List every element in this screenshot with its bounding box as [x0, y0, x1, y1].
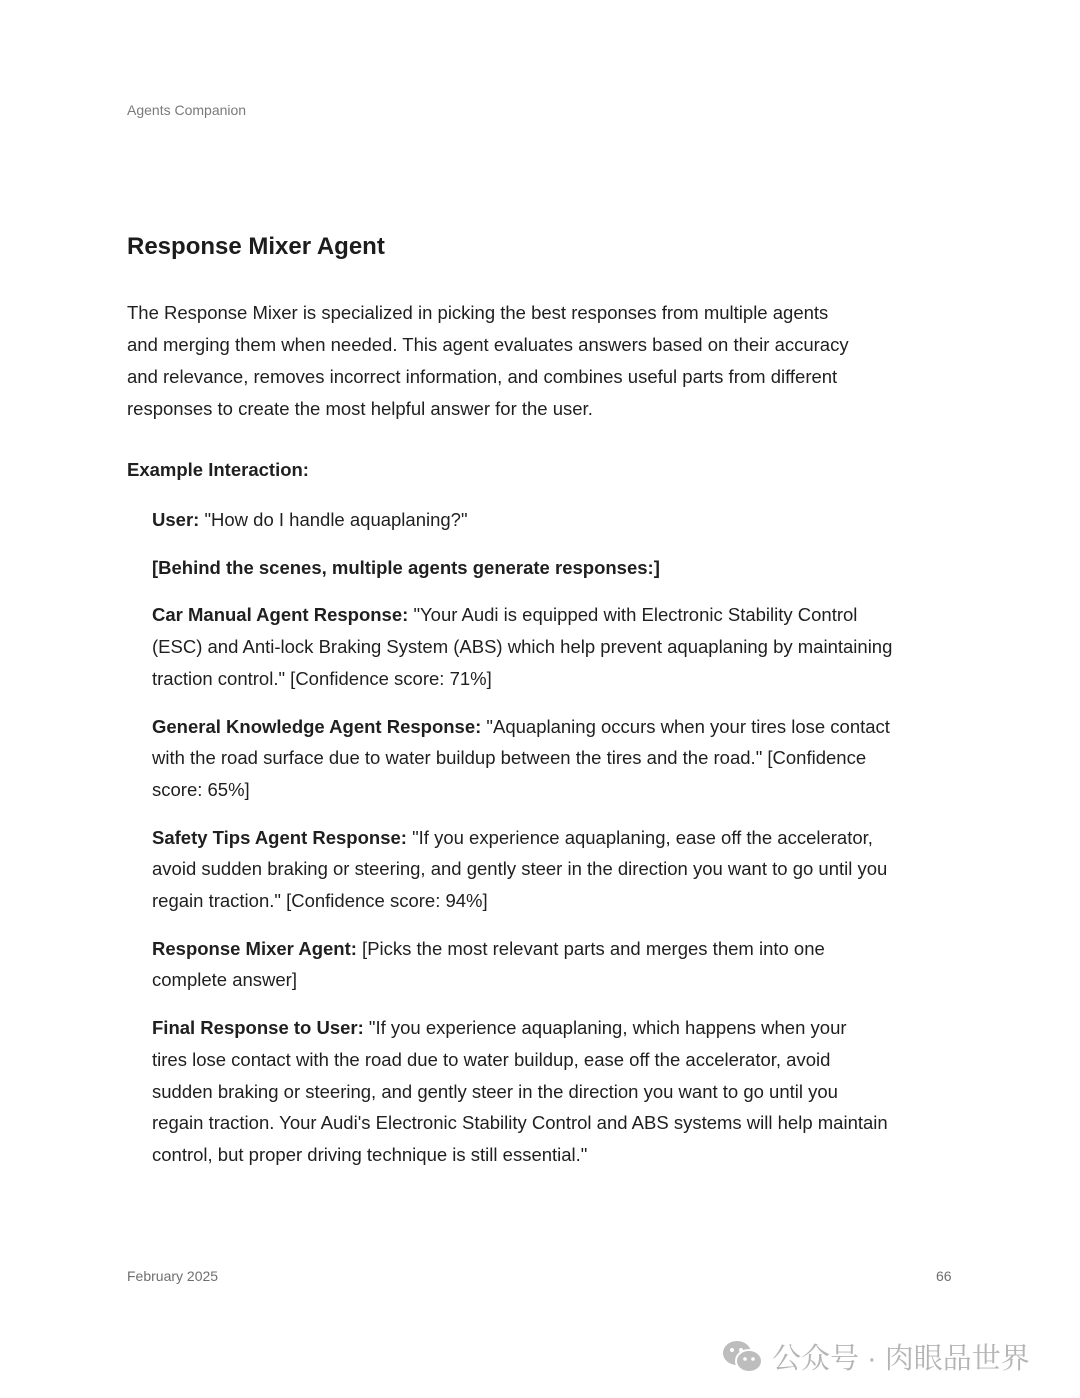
interaction-item [152, 552, 892, 584]
item-text: "If you experience aquaplaning, which happens when your [363, 1017, 847, 1039]
interaction-item [152, 933, 892, 996]
example-interaction-list [152, 504, 892, 1187]
item-line: regain traction." [Confidence score: 94%] [152, 890, 488, 912]
watermark-text: 公众号 · 肉眼品世界 [772, 1343, 1030, 1375]
example-heading: Example Interaction: [127, 459, 309, 480]
item-text: "Aquaplaning occurs when your tires lose contact [481, 715, 890, 737]
item-line [152, 504, 892, 536]
wechat-icon [722, 1340, 764, 1374]
running-header: Agents Companion [127, 102, 247, 118]
item-line: sudden braking or steering, and gently steer in the direction you want to go until you [152, 1080, 838, 1102]
item-line [152, 599, 892, 631]
page-number: 66 [936, 1268, 952, 1284]
section-title: Response Mixer Agent [127, 233, 385, 260]
item-line [152, 552, 892, 584]
item-text: "Your Audi is equipped with Electronic Stability Control [408, 604, 858, 626]
item-text: "How do I handle aquaplaning?" [199, 509, 468, 530]
item-label: [Behind the scenes, multiple agents generate responses:] [152, 556, 660, 578]
item-line: control, but proper driving technique is still essential." [152, 1143, 588, 1165]
watermark [722, 1336, 1030, 1377]
intro-paragraph [127, 297, 849, 425]
item-line [152, 711, 892, 743]
item-line: complete answer] [152, 969, 297, 991]
item-text: [Picks the most relevant parts and merges them into one [356, 937, 825, 959]
item-line: regain traction. Your Audi's Electronic Stability Control and ABS systems will help maintain [152, 1112, 888, 1134]
item-label: Response Mixer Agent: [152, 937, 357, 959]
item-label: Final Response to User: [152, 1017, 364, 1039]
interaction-item [152, 822, 892, 917]
item-line: (ESC) and Anti-lock Braking System (ABS) which help prevent aquaplaning by maintaining [152, 636, 893, 658]
item-line: avoid sudden braking or steering, and gently steer in the direction you want to go until you [152, 858, 888, 880]
item-line: with the road surface due to water buildup between the tires and the road." [Confidence [152, 747, 867, 769]
interaction-item [152, 711, 892, 806]
item-text: "If you experience aquaplaning, ease off the accelerator, [406, 826, 873, 848]
item-line: score: 65%] [152, 778, 250, 800]
intro-line: responses to create the most helpful answer for the user. [127, 398, 593, 419]
item-label: Car Manual Agent Response: [152, 604, 409, 626]
item-line [152, 822, 892, 854]
intro-line: and merging them when needed. This agent evaluates answers based on their accuracy [127, 334, 849, 355]
item-label: User: [152, 509, 200, 530]
interaction-item [152, 504, 892, 536]
item-line [152, 933, 892, 965]
intro-line: The Response Mixer is specialized in picking the best responses from multiple agents [127, 302, 829, 323]
item-label: General Knowledge Agent Response: [152, 715, 482, 737]
intro-line: and relevance, removes incorrect information, and combines useful parts from different [127, 366, 838, 387]
footer-date: February 2025 [127, 1268, 219, 1284]
interaction-item [152, 599, 892, 694]
interaction-item [152, 1012, 892, 1171]
item-label: Safety Tips Agent Response: [152, 826, 407, 848]
item-line: traction control." [Confidence score: 71%] [152, 667, 492, 689]
item-line: tires lose contact with the road due to water buildup, ease off the accelerator, avoid [152, 1048, 831, 1070]
item-line [152, 1012, 892, 1044]
